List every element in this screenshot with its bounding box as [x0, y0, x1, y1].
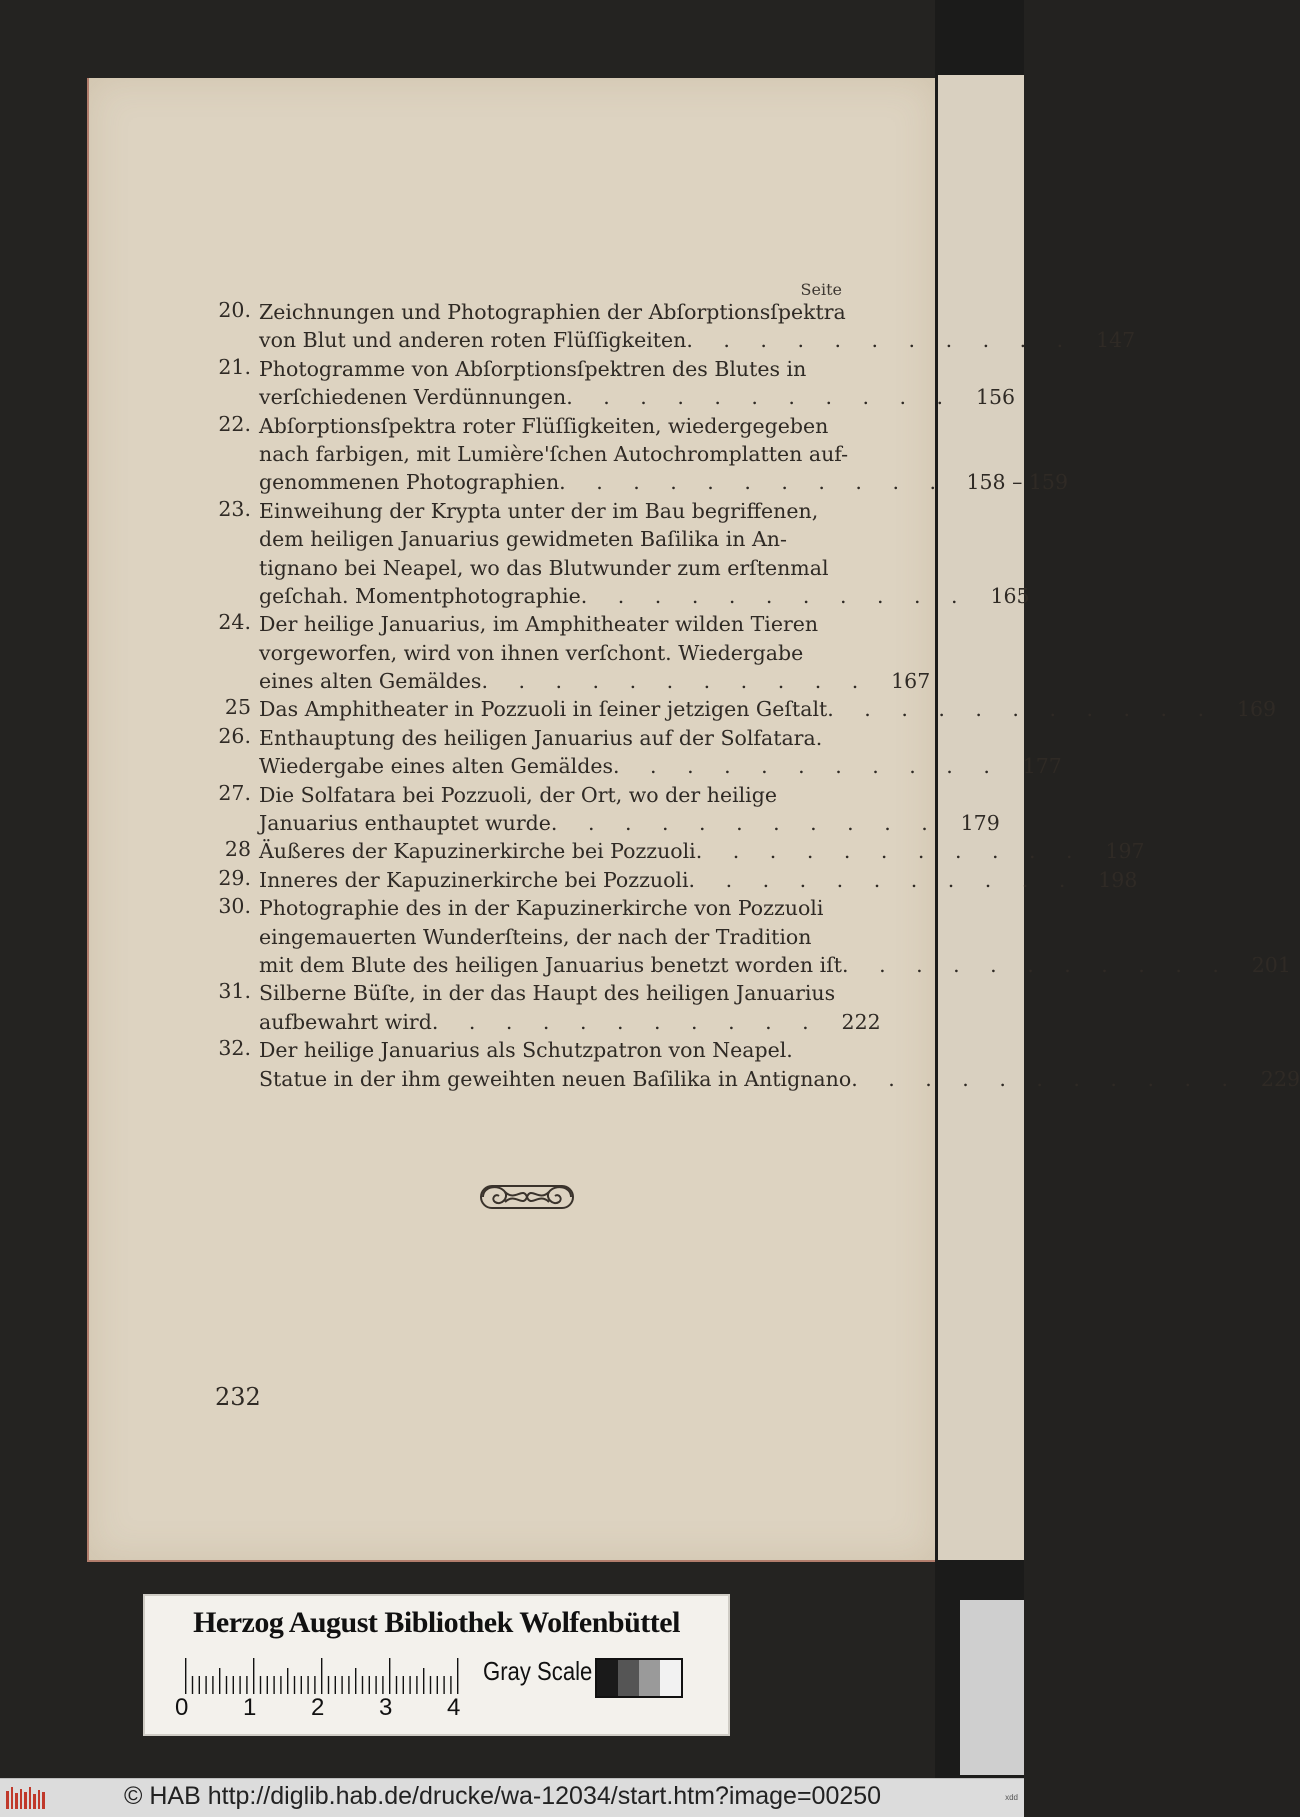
ruler-tick — [267, 1676, 268, 1694]
ruler-tick — [185, 1658, 186, 1694]
viewer-footer — [0, 1778, 1024, 1817]
book-page — [87, 78, 1300, 1562]
toc-entry — [215, 695, 1277, 723]
ruler-tick — [301, 1676, 302, 1694]
entry-text: Zeichnungen und Photographien der Abſorptionsſpektra — [259, 300, 846, 324]
entry-text: Silberne Büſte, in der das Haupt des heiligen Januarius — [259, 981, 836, 1006]
ruler-tick — [416, 1676, 417, 1694]
ruler-tick — [199, 1676, 200, 1694]
toc-entry — [215, 865, 1138, 894]
entry-text: mit dem Blute des heiligen Januarius benetzt worden iſt — [259, 952, 843, 977]
entry-number: 23. — [218, 496, 251, 521]
ornament-icon — [479, 1180, 575, 1214]
ruler-tick — [348, 1676, 349, 1694]
entry-page: 179 — [960, 811, 1000, 836]
ruler-tick — [403, 1676, 404, 1694]
ruler-tick — [369, 1676, 370, 1694]
page-number: 232 — [215, 1383, 261, 1411]
ruler-tick — [212, 1676, 213, 1694]
entry-text: Photographie des in der Kapuzinerkirche von Pozzuoli — [259, 896, 824, 921]
entry-text: Statue in der ihm geweihten neuen Baſilika in Antignano — [259, 1066, 852, 1091]
entry-number: 27. — [218, 780, 251, 805]
gray-swatch — [660, 1660, 681, 1696]
entry-page: 201 — [1251, 952, 1291, 977]
ruler-number: 3 — [379, 1694, 393, 1721]
leader-dots: . . . . . . . . . . . — [686, 328, 1076, 353]
source-url[interactable]: © HAB http://diglib.hab.de/drucke/wa-12034/start.htm?image=00250 — [124, 1782, 882, 1810]
ruler-tick — [430, 1676, 431, 1694]
ruler-tick — [450, 1676, 451, 1694]
leader-dots: . . . . . . . . . . . — [851, 1066, 1241, 1091]
ruler-scale — [183, 1656, 463, 1694]
ruler-numbers — [175, 1694, 475, 1724]
ruler-number: 4 — [447, 1694, 461, 1721]
ruler-tick — [307, 1676, 308, 1694]
institution-name: Herzog August Bibliothek Wolfenbüttel — [193, 1606, 680, 1639]
entry-text: von Blut und anderen roten Flüſſigkeiten — [259, 328, 687, 353]
entry-text: Einweihung der Krypta unter der im Bau begriffenen, — [259, 498, 819, 523]
seite-header: Seite — [800, 280, 842, 299]
ruler-tick — [443, 1676, 444, 1694]
leader-dots: . . . . . . . . . . . — [613, 754, 1002, 779]
leader-dots: . . . . . . . . . . . — [842, 952, 1231, 977]
entry-page: 222 — [841, 1009, 881, 1034]
ruler-tick — [355, 1668, 356, 1694]
entry-page: 229 — [1260, 1066, 1300, 1091]
entry-number: 25 — [224, 695, 251, 720]
ruler-tick — [396, 1676, 397, 1694]
entry-number: 24. — [218, 610, 251, 635]
entry-text: eingemauerten Wunderſteins, der nach der Tradition — [259, 924, 812, 949]
toc-entry — [215, 979, 881, 1036]
entry-page: 147 — [1096, 328, 1136, 353]
toc-entry — [215, 837, 1145, 865]
entry-text: nach farbigen, mit Lumière'ſchen Autochromplatten auf- — [259, 441, 849, 466]
entry-text: Der heilige Januarius als Schutzpatron von Neapel. — [259, 1038, 793, 1063]
ruler-tick — [335, 1676, 336, 1694]
entry-page: 198 — [1098, 867, 1138, 892]
toc-entry — [215, 354, 1016, 412]
entry-text: tignano bei Neapel, wo das Blutwunder zum erſtenmal — [259, 555, 829, 580]
entry-page: 158 – 159 — [966, 470, 1068, 495]
toc-entry — [215, 496, 1030, 611]
entry-text: verſchiedenen Verdünnungen — [259, 385, 567, 410]
entry-text: dem heiligen Januarius gewidmeten Baſilika in An- — [259, 527, 787, 552]
leader-dots: . . . . . . . . . . . — [550, 811, 940, 836]
gray-scale-label: Gray Scale — [483, 1656, 593, 1686]
toc-entry — [215, 723, 1062, 781]
toc-entry — [215, 780, 1000, 838]
entry-text: Äußeres der Kapuzinerkirche bei Pozzuoli — [259, 839, 696, 864]
entry-text: Inneres der Kapuzinerkirche bei Pozzuoli — [259, 867, 689, 892]
gray-swatch — [639, 1660, 660, 1696]
leader-dots: . . . . . . . . . . . — [695, 839, 1085, 864]
ruler-tick — [362, 1676, 363, 1694]
ruler-tick — [246, 1676, 247, 1694]
ruler-tick — [287, 1668, 288, 1694]
ruler-tick — [375, 1676, 376, 1694]
entry-text: genommenen Photographien — [259, 470, 560, 495]
entry-number: 30. — [218, 894, 251, 919]
hab-logo-icon — [6, 1787, 46, 1811]
ruler-tick — [239, 1676, 240, 1694]
entry-number: 22. — [218, 411, 251, 436]
leader-dots: . . . . . . . . . . . — [827, 697, 1217, 722]
ruler-tick — [260, 1676, 261, 1694]
ruler-tick — [233, 1676, 234, 1694]
entry-number: 32. — [218, 1036, 251, 1061]
entry-number: 21. — [218, 354, 251, 379]
entry-text: vorgeworfen, wird von ihnen verſchont. Wiedergabe — [259, 640, 804, 665]
ruler-number: 0 — [175, 1694, 189, 1721]
entry-page: 197 — [1105, 839, 1145, 864]
entry-number: 29. — [218, 865, 251, 890]
ruler-tick — [423, 1668, 424, 1694]
leader-dots: . . . . . . . . . . . — [566, 385, 956, 410]
ruler-tick — [328, 1676, 329, 1694]
illustrations-list — [215, 298, 1300, 1093]
entry-text: Die Solfatara bei Pozzuoli, der Ort, wo der heilige — [259, 782, 777, 807]
gray-swatch — [618, 1660, 639, 1696]
ruler-tick — [314, 1676, 315, 1694]
entry-page: 156 — [975, 385, 1016, 410]
ruler-tick — [192, 1676, 193, 1694]
ruler-tick — [457, 1658, 458, 1694]
ruler-tick — [280, 1676, 281, 1694]
entry-page: 165 — [990, 583, 1030, 608]
ruler-tick — [205, 1676, 206, 1694]
ruler-tick — [226, 1676, 227, 1694]
ruler-tick — [341, 1676, 342, 1694]
gray-swatch — [597, 1660, 618, 1696]
ruler-tick — [321, 1658, 322, 1694]
entry-number: 31. — [218, 979, 251, 1004]
color-calibration-card — [143, 1594, 730, 1736]
ruler-tick — [219, 1668, 220, 1694]
entry-number: 20. — [218, 298, 251, 322]
entry-text: eines alten Gemäldes — [259, 669, 482, 694]
leader-dots: . . . . . . . . . . . — [481, 669, 871, 694]
entry-text: aufbewahrt wird — [259, 1009, 432, 1034]
entry-text: Photogramme von Abſorptionsſpektren des Blutes in — [259, 356, 807, 381]
entry-page: 169 — [1236, 697, 1277, 722]
entry-text: Abſorptionsſpektra roter Flüſſigkeiten, wiedergegeben — [259, 413, 829, 438]
ruler-tick — [273, 1676, 274, 1694]
adjacent-page-lower — [960, 1600, 1024, 1775]
ruler-number: 2 — [311, 1694, 325, 1721]
leader-dots: . . . . . . . . . . . — [580, 583, 970, 608]
entry-page: 177 — [1022, 754, 1062, 779]
leader-dots: . . . . . . . . . . . — [559, 470, 948, 495]
ruler-tick — [253, 1658, 254, 1694]
toc-entry — [215, 894, 1291, 979]
entry-text: Der heilige Januarius, im Amphitheater wilden Tieren — [259, 612, 819, 637]
entry-text: Wiedergabe eines alten Gemäldes — [259, 754, 613, 779]
ruler-number: 1 — [243, 1694, 257, 1721]
ruler-tick — [389, 1658, 390, 1694]
leader-dots: . . . . . . . . . . . — [688, 867, 1078, 892]
ruler-tick — [294, 1676, 295, 1694]
entry-text: Enthauptung des heiligen Januarius auf der Solfatara. — [259, 725, 823, 750]
entry-number: 26. — [218, 723, 251, 748]
entry-text: Januarius enthauptet wurde — [259, 811, 551, 836]
entry-text: geſchah. Momentphotographie — [259, 583, 581, 608]
footer-mark: xdd — [1005, 1793, 1018, 1802]
toc-entry — [215, 1036, 1300, 1093]
toc-entry — [215, 411, 1068, 497]
toc-entry — [215, 298, 1136, 355]
toc-entry — [215, 610, 931, 695]
ruler-tick — [409, 1676, 410, 1694]
leader-dots: . . . . . . . . . . . — [431, 1009, 821, 1034]
entry-text: Das Amphitheater in Pozzuoli in ſeiner jetzigen Geſtalt — [259, 697, 828, 722]
gray-scale-swatches — [595, 1658, 683, 1698]
ruler-tick — [382, 1676, 383, 1694]
entry-page: 167 — [891, 669, 931, 694]
entry-number: 28 — [224, 837, 251, 862]
ruler-tick — [437, 1676, 438, 1694]
